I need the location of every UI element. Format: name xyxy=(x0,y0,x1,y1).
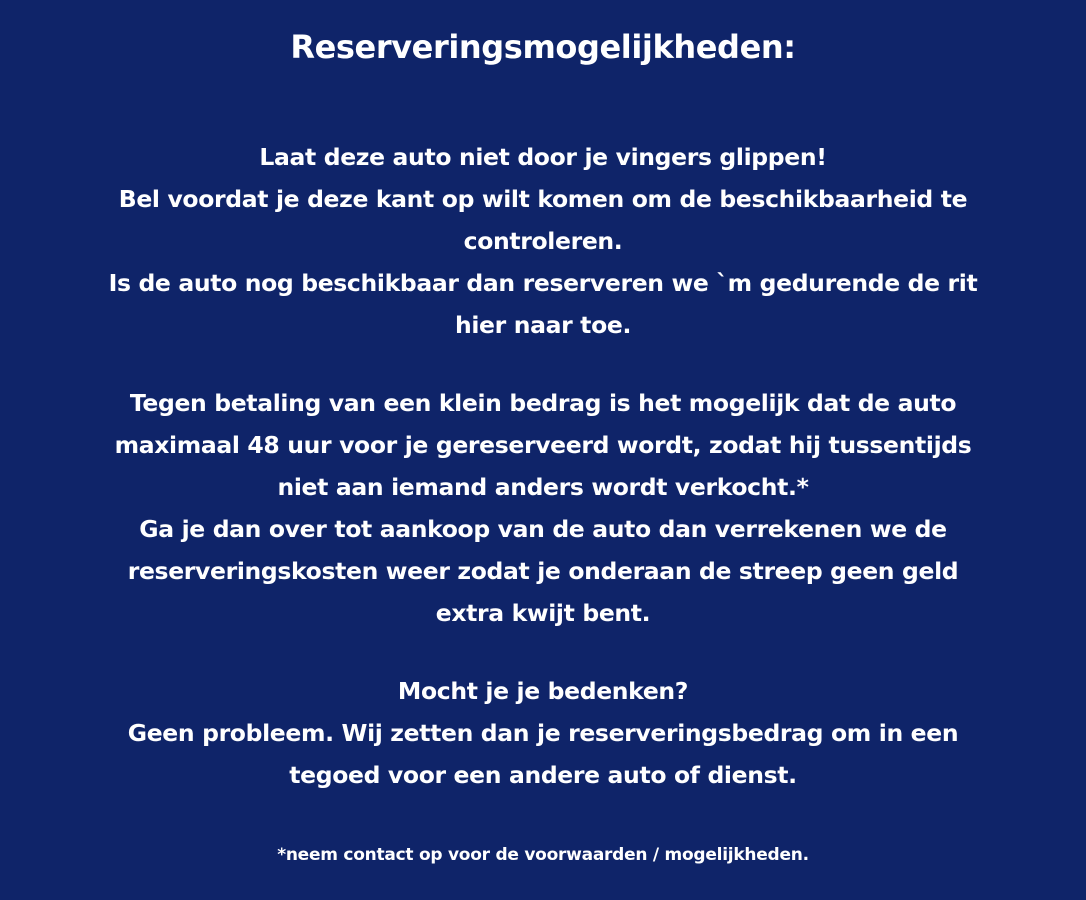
text-line: extra kwijt bent. xyxy=(435,599,651,627)
footnote: *neem contact op voor de voorwaarden / mogelijkheden. xyxy=(277,845,809,865)
reservation-fee-paragraph xyxy=(70,382,1016,634)
text-line: tegoed voor een andere auto of dienst. xyxy=(289,761,797,789)
text-line: Mocht je je bedenken? xyxy=(397,677,689,705)
availability-paragraph xyxy=(70,136,1016,346)
text-line: Geen probleem. Wij zetten dan je reserveringsbedrag om in een xyxy=(127,719,959,747)
text-line: reserveringskosten weer zodat je onderaan de streep geen geld xyxy=(127,557,959,585)
change-of-mind-paragraph xyxy=(70,670,1016,796)
text-line: Laat deze auto niet door je vingers glippen! xyxy=(259,143,827,171)
text-line: controleren. xyxy=(463,227,623,255)
text-line: Is de auto nog beschikbaar dan reserveren we `m gedurende de rit xyxy=(108,269,978,297)
page-title: Reserveringsmogelijkheden: xyxy=(290,28,796,66)
text-line: hier naar toe. xyxy=(454,311,632,339)
text-line: niet aan iemand anders wordt verkocht.* xyxy=(277,473,809,501)
text-line: Tegen betaling van een klein bedrag is het mogelijk dat de auto xyxy=(129,389,957,417)
text-line: maximaal 48 uur voor je gereserveerd wordt, zodat hij tussentijds xyxy=(114,431,972,459)
text-line: Bel voordat je deze kant op wilt komen om de beschikbaarheid te xyxy=(118,185,968,213)
text-line: Ga je dan over tot aankoop van de auto dan verrekenen we de xyxy=(139,515,947,543)
